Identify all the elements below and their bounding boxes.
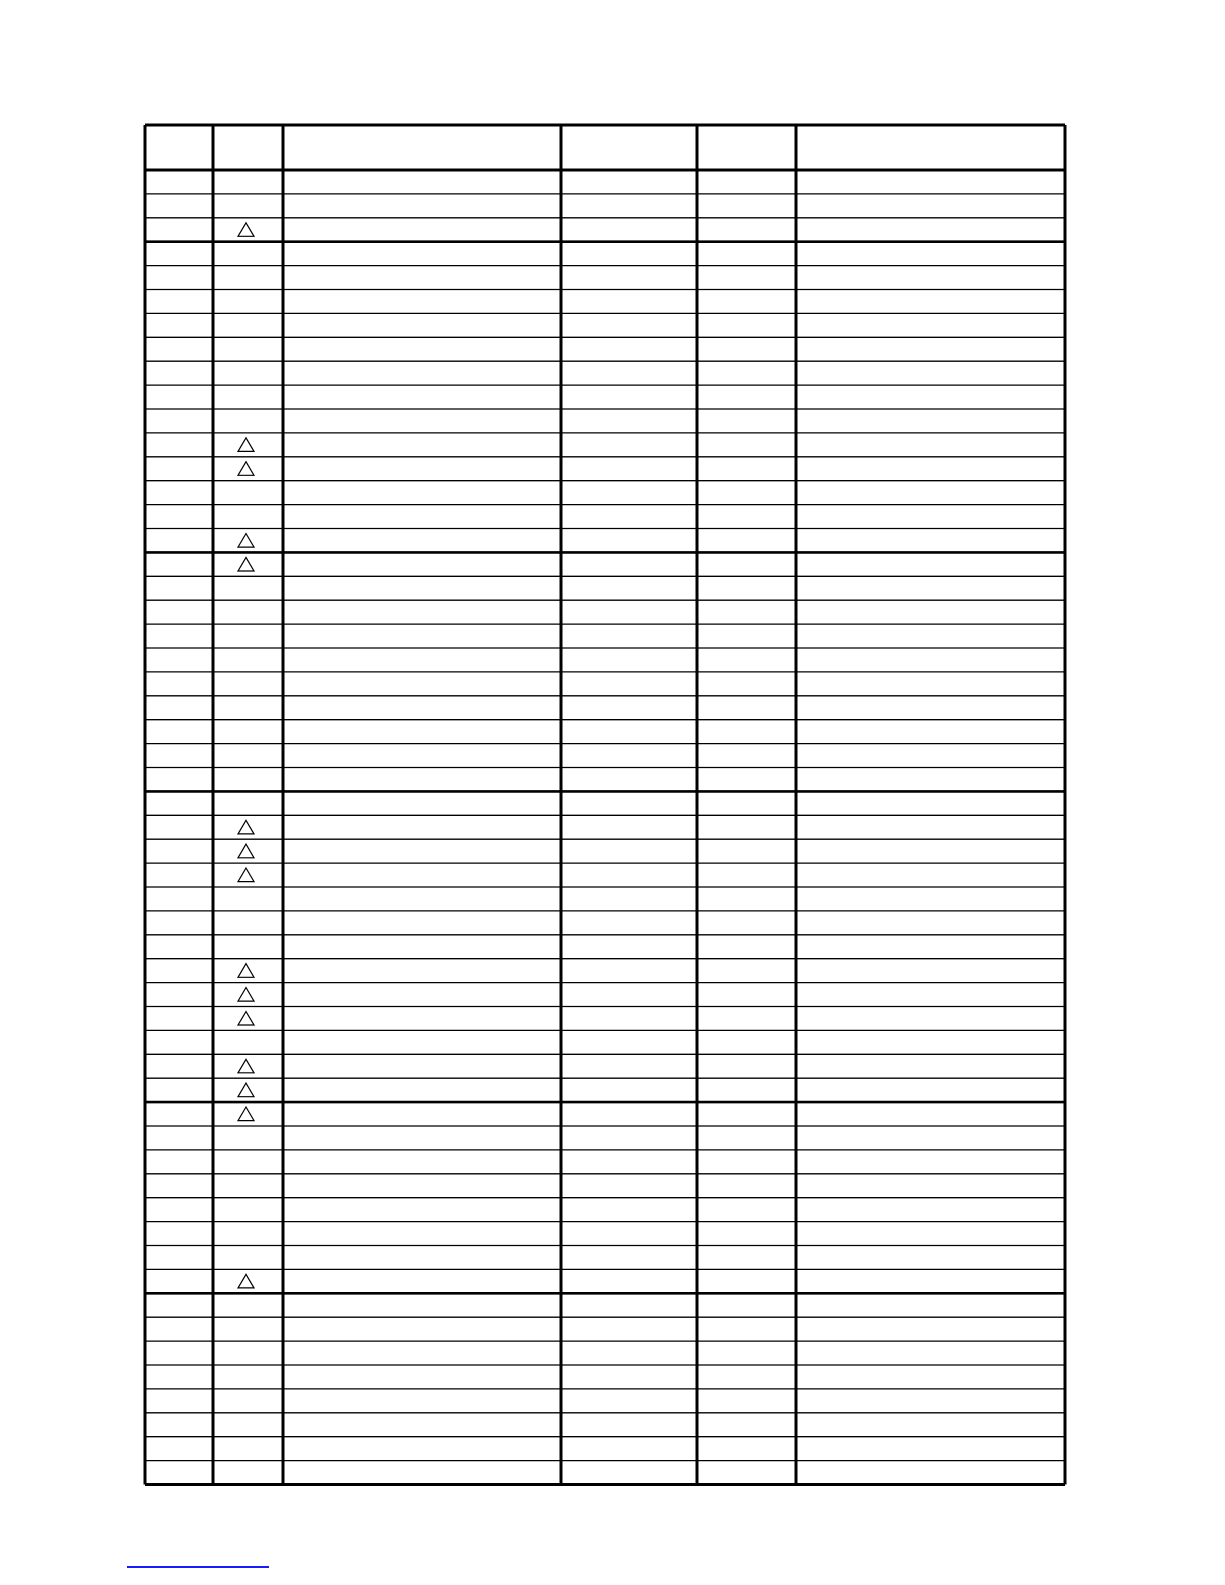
footer-link[interactable] — [127, 1566, 269, 1568]
